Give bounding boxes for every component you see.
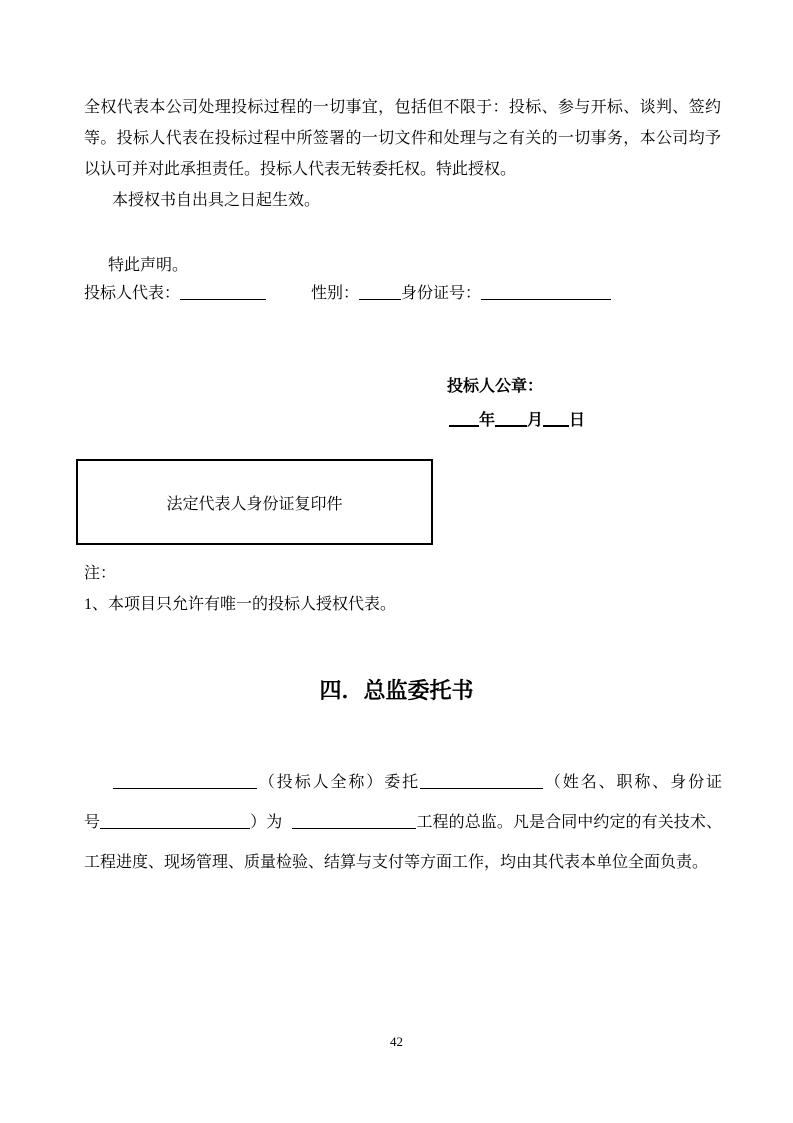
name-title-id-label: （姓名、职称、身份证 — [543, 774, 722, 791]
bidder-full-name-blank — [113, 774, 257, 789]
authorization-body-line-1: 全权代表本公司处理投标过程的一切事宜，包括但不限于：投标、参与开标、谈判、签约 — [84, 99, 721, 116]
id-copy-box-label: 法定代表人身份证复印件 — [166, 495, 343, 513]
month-blank — [495, 411, 527, 427]
page-number: 42 — [390, 1034, 403, 1049]
bidder-full-name-label: （投标人全称）委托 — [257, 774, 420, 791]
project-name-blank — [292, 814, 416, 829]
year-blank — [449, 411, 479, 427]
date-line — [449, 405, 585, 436]
representative-label: 投标人代表： — [84, 285, 181, 302]
spacer — [266, 297, 311, 298]
representative-name-blank — [180, 285, 266, 300]
id-number-label: 身份证号： — [401, 285, 482, 302]
day-label: 日 — [569, 412, 586, 429]
month-label: 月 — [527, 412, 544, 429]
authorization-body-paragraph — [84, 92, 721, 216]
representative-line — [84, 278, 722, 309]
supervisor-name-blank — [420, 774, 543, 789]
id-copy-box — [76, 459, 433, 545]
project-supervisor-text: 工程的总监。凡是合同中约定的有关技术、 — [416, 814, 722, 831]
commission-line-2 — [84, 803, 722, 843]
commission-line-3: 工程进度、现场管理、质量检验、结算与支付等方面工作，均由其代表本单位全面负责。 — [84, 854, 709, 871]
bidder-seal-label: 投标人公章： — [447, 378, 544, 395]
effective-date-line: 本授权书自出具之日起生效。 — [112, 192, 321, 209]
id-continuation-label: 号 — [84, 814, 101, 831]
section-title: 四．总监委托书 — [319, 678, 474, 703]
gender-label: 性别： — [311, 285, 360, 302]
authorization-body-line-2: 等。投标人代表在投标过程中所签署的一切文件和处理与之有关的一切事务，本公司均予 — [84, 130, 721, 147]
gender-blank — [359, 285, 401, 300]
declaration-line: 特此声明。 — [108, 257, 189, 274]
year-label: 年 — [479, 412, 496, 429]
commission-line-1 — [84, 763, 722, 803]
supervisor-commission-paragraph — [84, 763, 722, 883]
id-number-blank — [481, 285, 611, 300]
spacer — [282, 826, 292, 827]
authorization-body-line-3: 以认可并对此承担责任。投标人代表无转委托权。特此授权。 — [84, 161, 517, 178]
supervisor-id-blank — [100, 814, 250, 829]
day-blank — [543, 411, 569, 427]
as-label: ）为 — [250, 814, 283, 831]
notes-block — [84, 558, 396, 620]
note-item-1: 1、本项目只允许有唯一的投标人授权代表。 — [84, 596, 397, 613]
notes-label: 注： — [84, 565, 117, 582]
